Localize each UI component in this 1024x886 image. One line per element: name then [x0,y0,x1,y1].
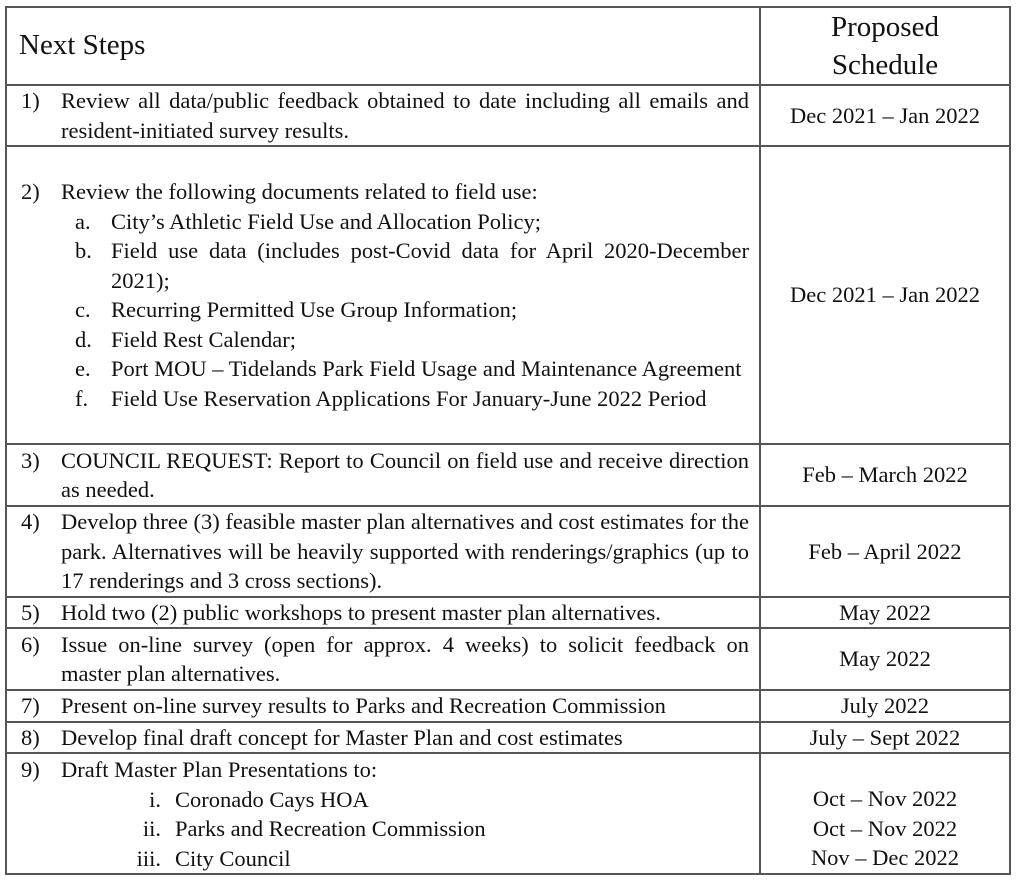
step-number: 6) [21,631,40,657]
sub-text: Port MOU – Tidelands Park Field Usage and Maintenance Agreement [111,356,742,381]
step-number: 1) [21,88,40,113]
step-number: 3) [21,447,40,473]
sub-letter: d. [75,326,92,352]
table-header-row [6,7,1010,85]
schedule-cell: Feb – April 2022 [760,506,1010,597]
step-number: 5) [21,599,40,625]
sub-letter: f. [75,385,89,411]
table-row [6,444,1010,506]
sub-letter: b. [75,238,92,263]
step-number: 9) [21,757,40,782]
schedule-cell: July 2022 [760,690,1010,722]
step-text: Review the following documents related to field use: [61,179,538,204]
table-row [6,753,1010,874]
sub-item [7,325,759,355]
header-proposed-schedule [760,7,1010,85]
schedule-cell: July – Sept 2022 [760,722,1010,754]
step-cell [6,146,760,444]
header-next-steps: Next Steps [6,7,760,85]
next-steps-table [5,6,1011,875]
schedule-cell: May 2022 [760,597,1010,629]
sub-text: Field Rest Calendar; [111,326,296,352]
table-row [6,146,1010,444]
step-text: Draft Master Plan Presentations to: [61,757,378,782]
step-cell [6,85,760,146]
sub-numeral: i. [149,786,161,812]
sub-item [7,236,759,295]
step-cell [6,506,760,597]
table-row [6,628,1010,690]
sub-text: Recurring Permitted Use Group Information; [111,297,518,322]
schedule-line: Nov – Dec 2022 [810,845,960,870]
sub-item [7,844,759,874]
schedule-cell [760,753,1010,874]
header-schedule-line2: Schedule [831,49,939,81]
sub-item [7,384,759,414]
sub-letter: a. [75,208,91,234]
sub-text: Field use data (includes post-Covid data for April 2020-December 2021); [111,238,749,293]
sub-numeral: ii. [142,816,161,841]
step-cell [6,444,760,506]
schedule-line: Oct – Nov 2022 [812,815,958,841]
sub-text: City Council [175,845,291,871]
sub-item [7,295,759,325]
table-row [6,690,1010,722]
schedule-cell: Feb – March 2022 [760,444,1010,506]
step-number: 2) [21,179,40,204]
table-row [6,722,1010,754]
step-number: 4) [21,509,40,534]
step-number: 7) [21,693,40,718]
step-text: COUNCIL REQUEST: Report to Council on field use and receive direction as needed. [61,447,749,502]
sub-text: City’s Athletic Field Use and Allocation Policy; [111,208,541,234]
schedule-cell: Dec 2021 – Jan 2022 [760,85,1010,146]
sub-item [7,207,759,237]
schedule-cell: May 2022 [760,628,1010,690]
step-text: Present on-line survey results to Parks and Recreation Commission [61,693,666,718]
step-text: Hold two (2) public workshops to present master plan alternatives. [61,599,661,625]
sub-item [7,354,759,384]
sub-item [7,785,759,815]
step-cell [6,753,760,874]
header-schedule-line1: Proposed [831,11,939,43]
step-text: Issue on-line survey (open for approx. 4 weeks) to solicit feedback on master plan alternatives. [61,631,749,686]
step-cell [6,628,760,690]
sub-letter: c. [75,297,91,322]
sub-letter: e. [75,356,91,381]
sub-item [7,814,759,844]
step-cell [6,597,760,629]
table-row [6,506,1010,597]
step-cell [6,722,760,754]
sub-text: Coronado Cays HOA [175,786,369,812]
sub-text: Parks and Recreation Commission [175,816,486,841]
schedule-line: Oct – Nov 2022 [812,786,958,811]
step-cell [6,690,760,722]
table-row [6,597,1010,629]
step-text: Review all data/public feedback obtained to date including all emails and resident-initiated survey results. [61,88,749,143]
step-text: Develop final draft concept for Master Plan and cost estimates [61,724,623,750]
sub-numeral: iii. [136,845,161,871]
schedule-cell: Dec 2021 – Jan 2022 [760,146,1010,444]
sub-text: Field Use Reservation Applications For January-June 2022 Period [111,385,707,411]
table-row [6,85,1010,146]
step-text: Develop three (3) feasible master plan alternatives and cost estimates for the park. Alternatives will be heavily supported with renderings/graphics (up to 17 renderings and 3 cross sections). [61,509,749,593]
step-number: 8) [21,724,40,750]
